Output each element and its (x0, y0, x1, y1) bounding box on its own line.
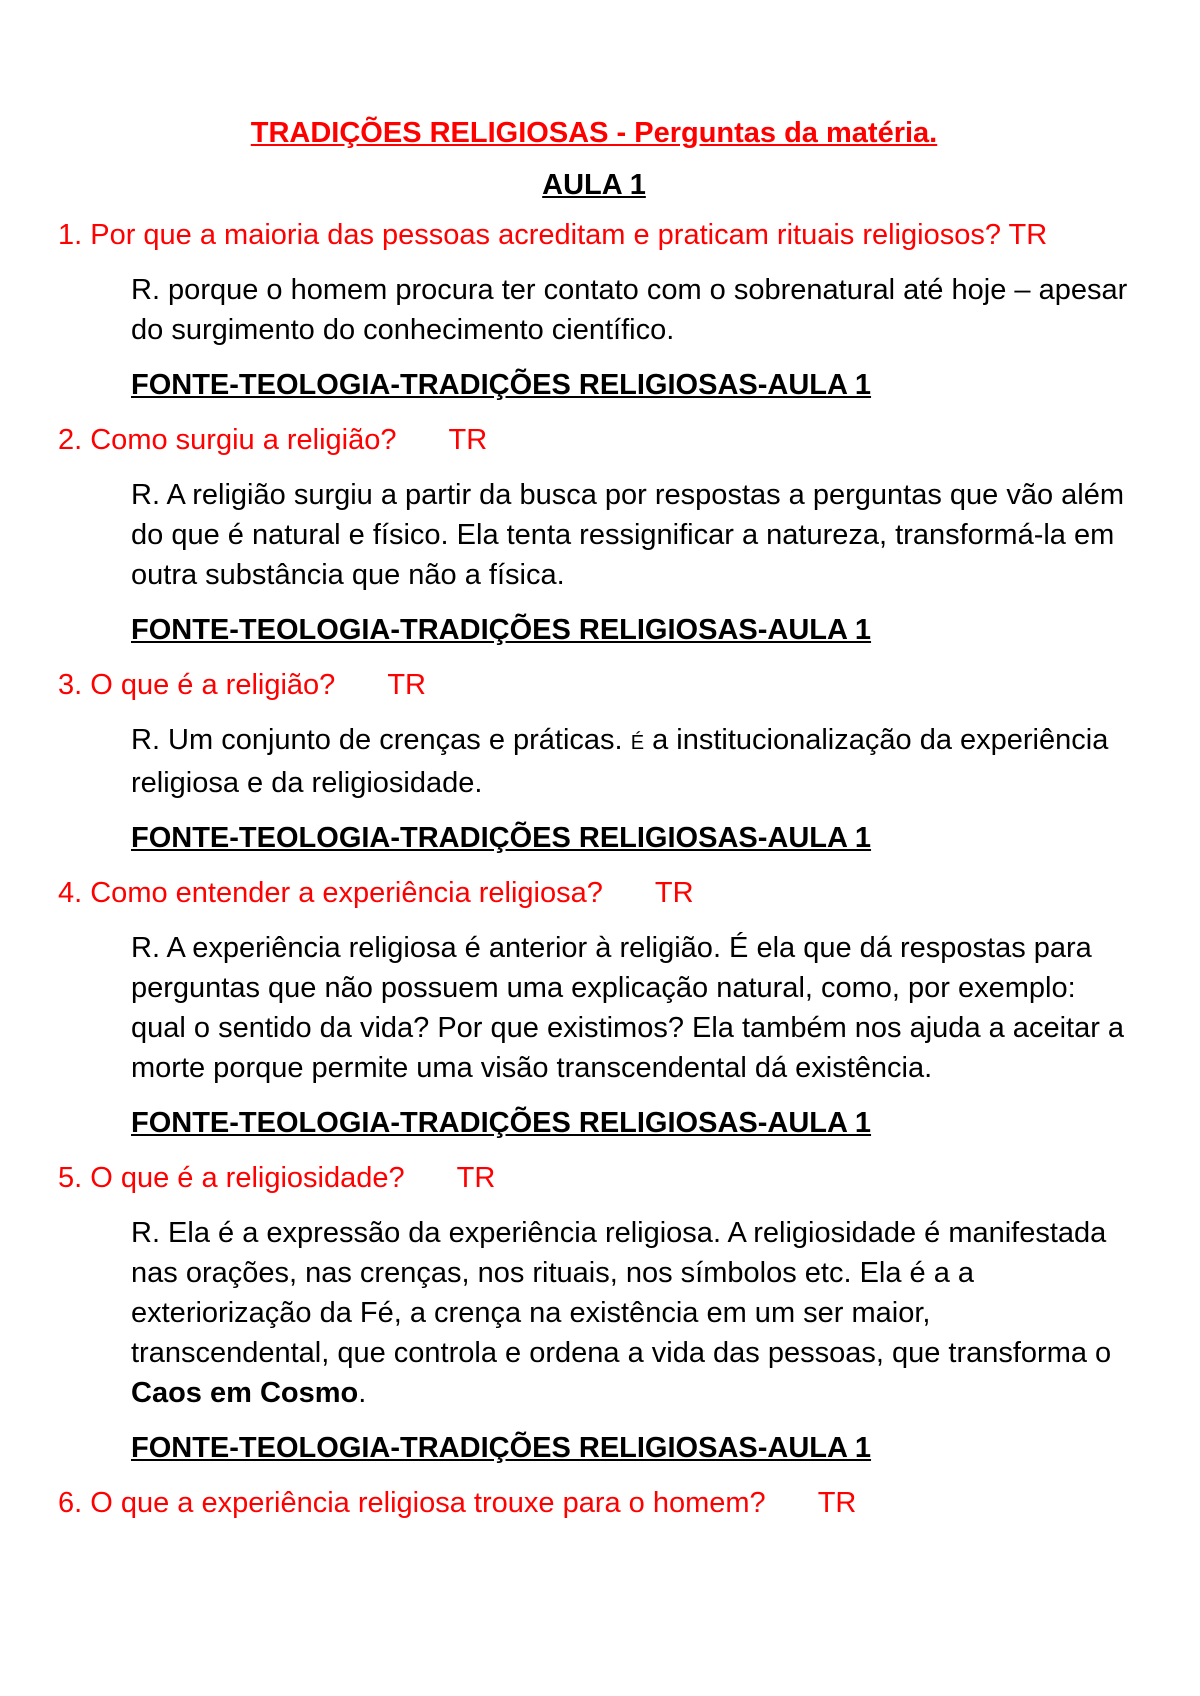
answer-5 (131, 1213, 1130, 1413)
answer-text: R. Ela é a expressão da experiência religiosa. A religiosidade é manifestada nas orações, nas crenças, nos rituais, nos símbolos etc. Ela é a a exteriorização da Fé, a crença na existência em um ser maior, transcendental, que controla e ordena a vida das pessoas, que transforma o (131, 1217, 1112, 1369)
answer-emphasis: Caos em Cosmo (131, 1377, 359, 1409)
question-text: 5. O que é a religiosidade? (58, 1162, 405, 1194)
source-reference: FONTE-TEOLOGIA-TRADIÇÕES RELIGIOSAS-AULA 1 (131, 1432, 872, 1464)
answer-2: R. A religião surgiu a partir da busca por respostas a perguntas que vão além do que é natural e físico. Ela tenta ressignificar a natureza, transformá-la em outra substância que não a física. (131, 479, 1125, 591)
tr-tag: TR (387, 669, 426, 701)
question-4 (58, 873, 1130, 913)
tr-tag: TR (456, 1162, 496, 1194)
question-text: 4. Como entender a experiência religiosa? (58, 877, 603, 909)
question-text: 2. Como surgiu a religião? (58, 424, 397, 456)
tr-tag: TR (1008, 219, 1048, 251)
answer-text-small: É (630, 732, 645, 754)
question-text: 3. O que é a religião? (58, 669, 336, 701)
tr-tag: TR (817, 1487, 857, 1519)
question-3 (58, 665, 1130, 705)
document-title: TRADIÇÕES RELIGIOSAS - Perguntas da matéria. (250, 117, 938, 149)
answer-3 (131, 720, 1130, 803)
source-reference: FONTE-TEOLOGIA-TRADIÇÕES RELIGIOSAS-AULA 1 (131, 369, 872, 401)
question-2 (58, 420, 1130, 460)
answer-text: a institucionalização da experiência religiosa e da religiosidade. (131, 724, 1109, 799)
tr-tag: TR (448, 424, 488, 456)
source-reference: FONTE-TEOLOGIA-TRADIÇÕES RELIGIOSAS-AULA 1 (131, 822, 872, 854)
tr-tag: TR (654, 877, 694, 909)
answer-text: . (358, 1377, 367, 1409)
source-reference: FONTE-TEOLOGIA-TRADIÇÕES RELIGIOSAS-AULA 1 (131, 1107, 872, 1139)
question-text: 6. O que a experiência religiosa trouxe para o homem? (58, 1487, 766, 1519)
answer-4: R. A experiência religiosa é anterior à religião. É ela que dá respostas para perguntas que não possuem uma explicação natural, como, por exemplo: qual o sentido da vida? Por que existimos? Ela também nos ajuda a aceitar a morte porque permite uma visão transcendental dá existência. (131, 932, 1125, 1084)
question-6 (58, 1483, 1130, 1523)
question-5 (58, 1158, 1130, 1198)
source-reference: FONTE-TEOLOGIA-TRADIÇÕES RELIGIOSAS-AULA 1 (131, 614, 872, 646)
section-heading: AULA 1 (542, 169, 646, 201)
answer-text: R. Um conjunto de crenças e práticas. (131, 724, 623, 756)
answer-1: R. porque o homem procura ter contato com o sobrenatural até hoje – apesar do surgimento do conhecimento científico. (131, 274, 1128, 346)
question-text: 1. Por que a maioria das pessoas acreditam e praticam rituais religiosos? (58, 219, 1001, 251)
question-1 (58, 215, 1130, 255)
